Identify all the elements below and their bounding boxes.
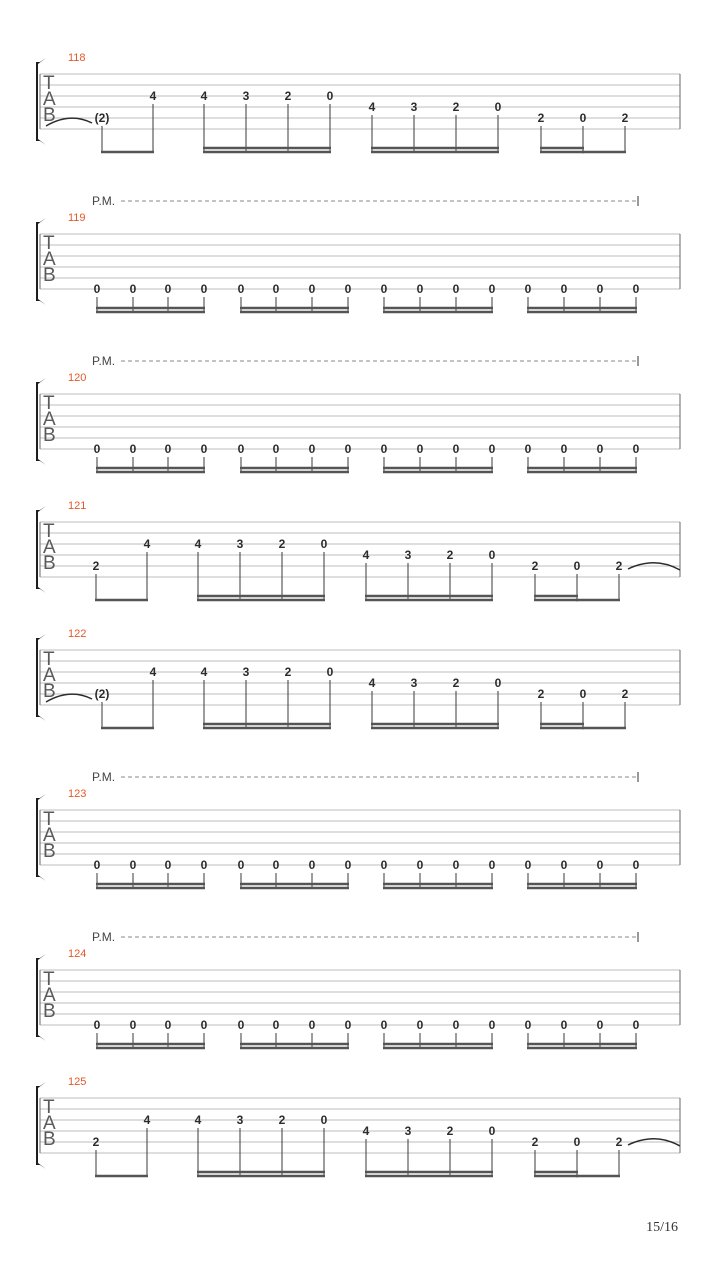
- tab-system: [0, 502, 720, 612]
- fret-number: 0: [524, 858, 532, 872]
- fret-number: 4: [149, 89, 157, 103]
- fret-number: 3: [410, 100, 418, 114]
- fret-number: 0: [308, 442, 316, 456]
- fret-number: 0: [596, 442, 604, 456]
- fret-number: 0: [380, 442, 388, 456]
- fret-number: 2: [446, 1124, 454, 1138]
- fret-number: 0: [200, 1018, 208, 1032]
- fret-number: 0: [416, 442, 424, 456]
- fret-number: (2): [94, 111, 110, 125]
- tab-letter: T: [43, 809, 55, 830]
- fret-number: 0: [579, 687, 587, 701]
- fret-number: 0: [380, 282, 388, 296]
- tab-letter: T: [43, 521, 55, 542]
- fret-number: 0: [129, 282, 137, 296]
- fret-number: 2: [452, 676, 460, 690]
- measure-number: 121: [68, 500, 87, 512]
- fret-number: 2: [621, 687, 629, 701]
- fret-number: 0: [308, 858, 316, 872]
- measure-number: 122: [68, 628, 87, 640]
- fret-number: 4: [143, 1113, 151, 1127]
- fret-number: 0: [308, 282, 316, 296]
- fret-number: 3: [236, 1113, 244, 1127]
- page-number: 15/16: [646, 1220, 678, 1235]
- fret-number: 0: [560, 858, 568, 872]
- fret-number: 2: [537, 687, 545, 701]
- fret-number: 0: [320, 537, 328, 551]
- measure-number: 124: [68, 948, 87, 960]
- fret-number: 0: [344, 1018, 352, 1032]
- tab-letter: A: [43, 249, 56, 270]
- tab-system-svg: [0, 630, 720, 740]
- fret-number: 2: [284, 89, 292, 103]
- tab-system-svg: [0, 1078, 720, 1188]
- fret-number: 0: [416, 282, 424, 296]
- measure-number: 118: [68, 52, 86, 64]
- tab-system-svg: [0, 344, 720, 484]
- tab-letter: A: [43, 665, 56, 686]
- tab-letter: B: [43, 265, 56, 286]
- palm-mute-label: P.M.: [92, 194, 116, 208]
- fret-number: 0: [344, 442, 352, 456]
- tab-system: [0, 760, 720, 900]
- fret-number: 2: [278, 1113, 286, 1127]
- tab-letter: A: [43, 825, 56, 846]
- palm-mute-label: P.M.: [92, 354, 116, 368]
- fret-number: 0: [573, 1135, 581, 1149]
- fret-number: 0: [494, 100, 502, 114]
- tab-letter: B: [43, 425, 56, 446]
- fret-number: 4: [149, 665, 157, 679]
- fret-number: 4: [362, 1124, 370, 1138]
- fret-number: 0: [93, 858, 101, 872]
- tab-system-svg: [0, 502, 720, 612]
- fret-number: 2: [92, 1135, 100, 1149]
- fret-number: 0: [560, 1018, 568, 1032]
- fret-number: 0: [320, 1113, 328, 1127]
- fret-number: 0: [452, 442, 460, 456]
- fret-number: (2): [94, 687, 110, 701]
- fret-number: 4: [143, 537, 151, 551]
- fret-number: 0: [632, 282, 640, 296]
- tab-letter: A: [43, 537, 56, 558]
- fret-number: 2: [284, 665, 292, 679]
- fret-number: 0: [200, 442, 208, 456]
- fret-number: 2: [531, 559, 539, 573]
- fret-number: 0: [237, 1018, 245, 1032]
- fret-number: 0: [488, 1018, 496, 1032]
- palm-mute-label: P.M.: [92, 930, 116, 944]
- fret-number: 4: [362, 548, 370, 562]
- fret-number: 0: [524, 282, 532, 296]
- fret-number: 0: [452, 1018, 460, 1032]
- tab-letter: A: [43, 1113, 56, 1134]
- fret-number: 0: [272, 442, 280, 456]
- fret-number: 0: [632, 858, 640, 872]
- fret-number: 2: [615, 1135, 623, 1149]
- fret-number: 0: [200, 858, 208, 872]
- tab-letter: T: [43, 73, 55, 94]
- measure-number: 123: [68, 788, 87, 800]
- fret-number: 2: [531, 1135, 539, 1149]
- fret-number: 0: [488, 858, 496, 872]
- fret-number: 0: [272, 858, 280, 872]
- fret-number: 0: [93, 1018, 101, 1032]
- fret-number: 0: [632, 442, 640, 456]
- fret-number: 2: [537, 111, 545, 125]
- fret-number: 0: [164, 1018, 172, 1032]
- fret-number: 0: [494, 676, 502, 690]
- fret-number: 0: [488, 282, 496, 296]
- fret-number: 0: [237, 282, 245, 296]
- tab-system: [0, 630, 720, 740]
- fret-number: 0: [416, 1018, 424, 1032]
- fret-number: 0: [452, 858, 460, 872]
- fret-number: 2: [278, 537, 286, 551]
- tab-system-svg: [0, 760, 720, 900]
- fret-number: 0: [632, 1018, 640, 1032]
- tab-system: [0, 54, 720, 164]
- fret-number: 3: [236, 537, 244, 551]
- fret-number: 3: [404, 548, 412, 562]
- fret-number: 0: [380, 858, 388, 872]
- tab-letter: T: [43, 969, 55, 990]
- fret-number: 4: [194, 537, 202, 551]
- fret-number: 4: [200, 89, 208, 103]
- tab-letter: B: [43, 553, 56, 574]
- fret-number: 0: [344, 282, 352, 296]
- fret-number: 0: [560, 282, 568, 296]
- fret-number: 4: [368, 100, 376, 114]
- fret-number: 0: [596, 282, 604, 296]
- fret-number: 4: [200, 665, 208, 679]
- fret-number: 0: [326, 89, 334, 103]
- fret-number: 0: [488, 442, 496, 456]
- fret-number: 2: [615, 559, 623, 573]
- fret-number: 0: [596, 858, 604, 872]
- fret-number: 3: [242, 89, 250, 103]
- fret-number: 0: [344, 858, 352, 872]
- fret-number: 0: [579, 111, 587, 125]
- measure-number: 119: [68, 212, 86, 224]
- tab-letter: A: [43, 985, 56, 1006]
- fret-number: 0: [573, 559, 581, 573]
- fret-number: 0: [524, 442, 532, 456]
- fret-number: 0: [200, 282, 208, 296]
- fret-number: 2: [452, 100, 460, 114]
- fret-number: 2: [446, 548, 454, 562]
- fret-number: 0: [129, 858, 137, 872]
- fret-number: 3: [404, 1124, 412, 1138]
- tab-system: [0, 184, 720, 324]
- fret-number: 0: [308, 1018, 316, 1032]
- fret-number: 0: [237, 858, 245, 872]
- measure-number: 120: [68, 372, 87, 384]
- tab-letter: B: [43, 1001, 56, 1022]
- fret-number: 0: [93, 442, 101, 456]
- tab-letter: A: [43, 409, 56, 430]
- tab-letter: T: [43, 1097, 55, 1118]
- fret-number: 0: [452, 282, 460, 296]
- fret-number: 0: [416, 858, 424, 872]
- tab-system: [0, 920, 720, 1060]
- tab-letter: B: [43, 1129, 56, 1150]
- fret-number: 0: [596, 1018, 604, 1032]
- fret-number: 2: [621, 111, 629, 125]
- fret-number: 3: [410, 676, 418, 690]
- tab-letter: B: [43, 681, 56, 702]
- fret-number: 0: [164, 442, 172, 456]
- fret-number: 0: [560, 442, 568, 456]
- tab-letter: B: [43, 105, 56, 126]
- fret-number: 0: [380, 1018, 388, 1032]
- tab-letter: T: [43, 233, 55, 254]
- fret-number: 0: [129, 442, 137, 456]
- measure-number: 125: [68, 1076, 87, 1088]
- fret-number: 3: [242, 665, 250, 679]
- tab-system: [0, 1078, 720, 1188]
- tab-letter: A: [43, 89, 56, 110]
- tab-system-svg: [0, 54, 720, 164]
- fret-number: 0: [326, 665, 334, 679]
- fret-number: 0: [488, 548, 496, 562]
- tab-system-svg: [0, 184, 720, 324]
- fret-number: 0: [237, 442, 245, 456]
- fret-number: 0: [129, 1018, 137, 1032]
- tab-letter: T: [43, 393, 55, 414]
- fret-number: 0: [272, 282, 280, 296]
- fret-number: 0: [164, 858, 172, 872]
- fret-number: 0: [93, 282, 101, 296]
- fret-number: 4: [194, 1113, 202, 1127]
- tab-letter: T: [43, 649, 55, 670]
- tab-system-svg: [0, 920, 720, 1060]
- tab-system: [0, 344, 720, 484]
- fret-number: 0: [164, 282, 172, 296]
- fret-number: 0: [272, 1018, 280, 1032]
- palm-mute-label: P.M.: [92, 770, 116, 784]
- fret-number: 0: [524, 1018, 532, 1032]
- fret-number: 0: [488, 1124, 496, 1138]
- fret-number: 2: [92, 559, 100, 573]
- tab-letter: B: [43, 841, 56, 862]
- fret-number: 4: [368, 676, 376, 690]
